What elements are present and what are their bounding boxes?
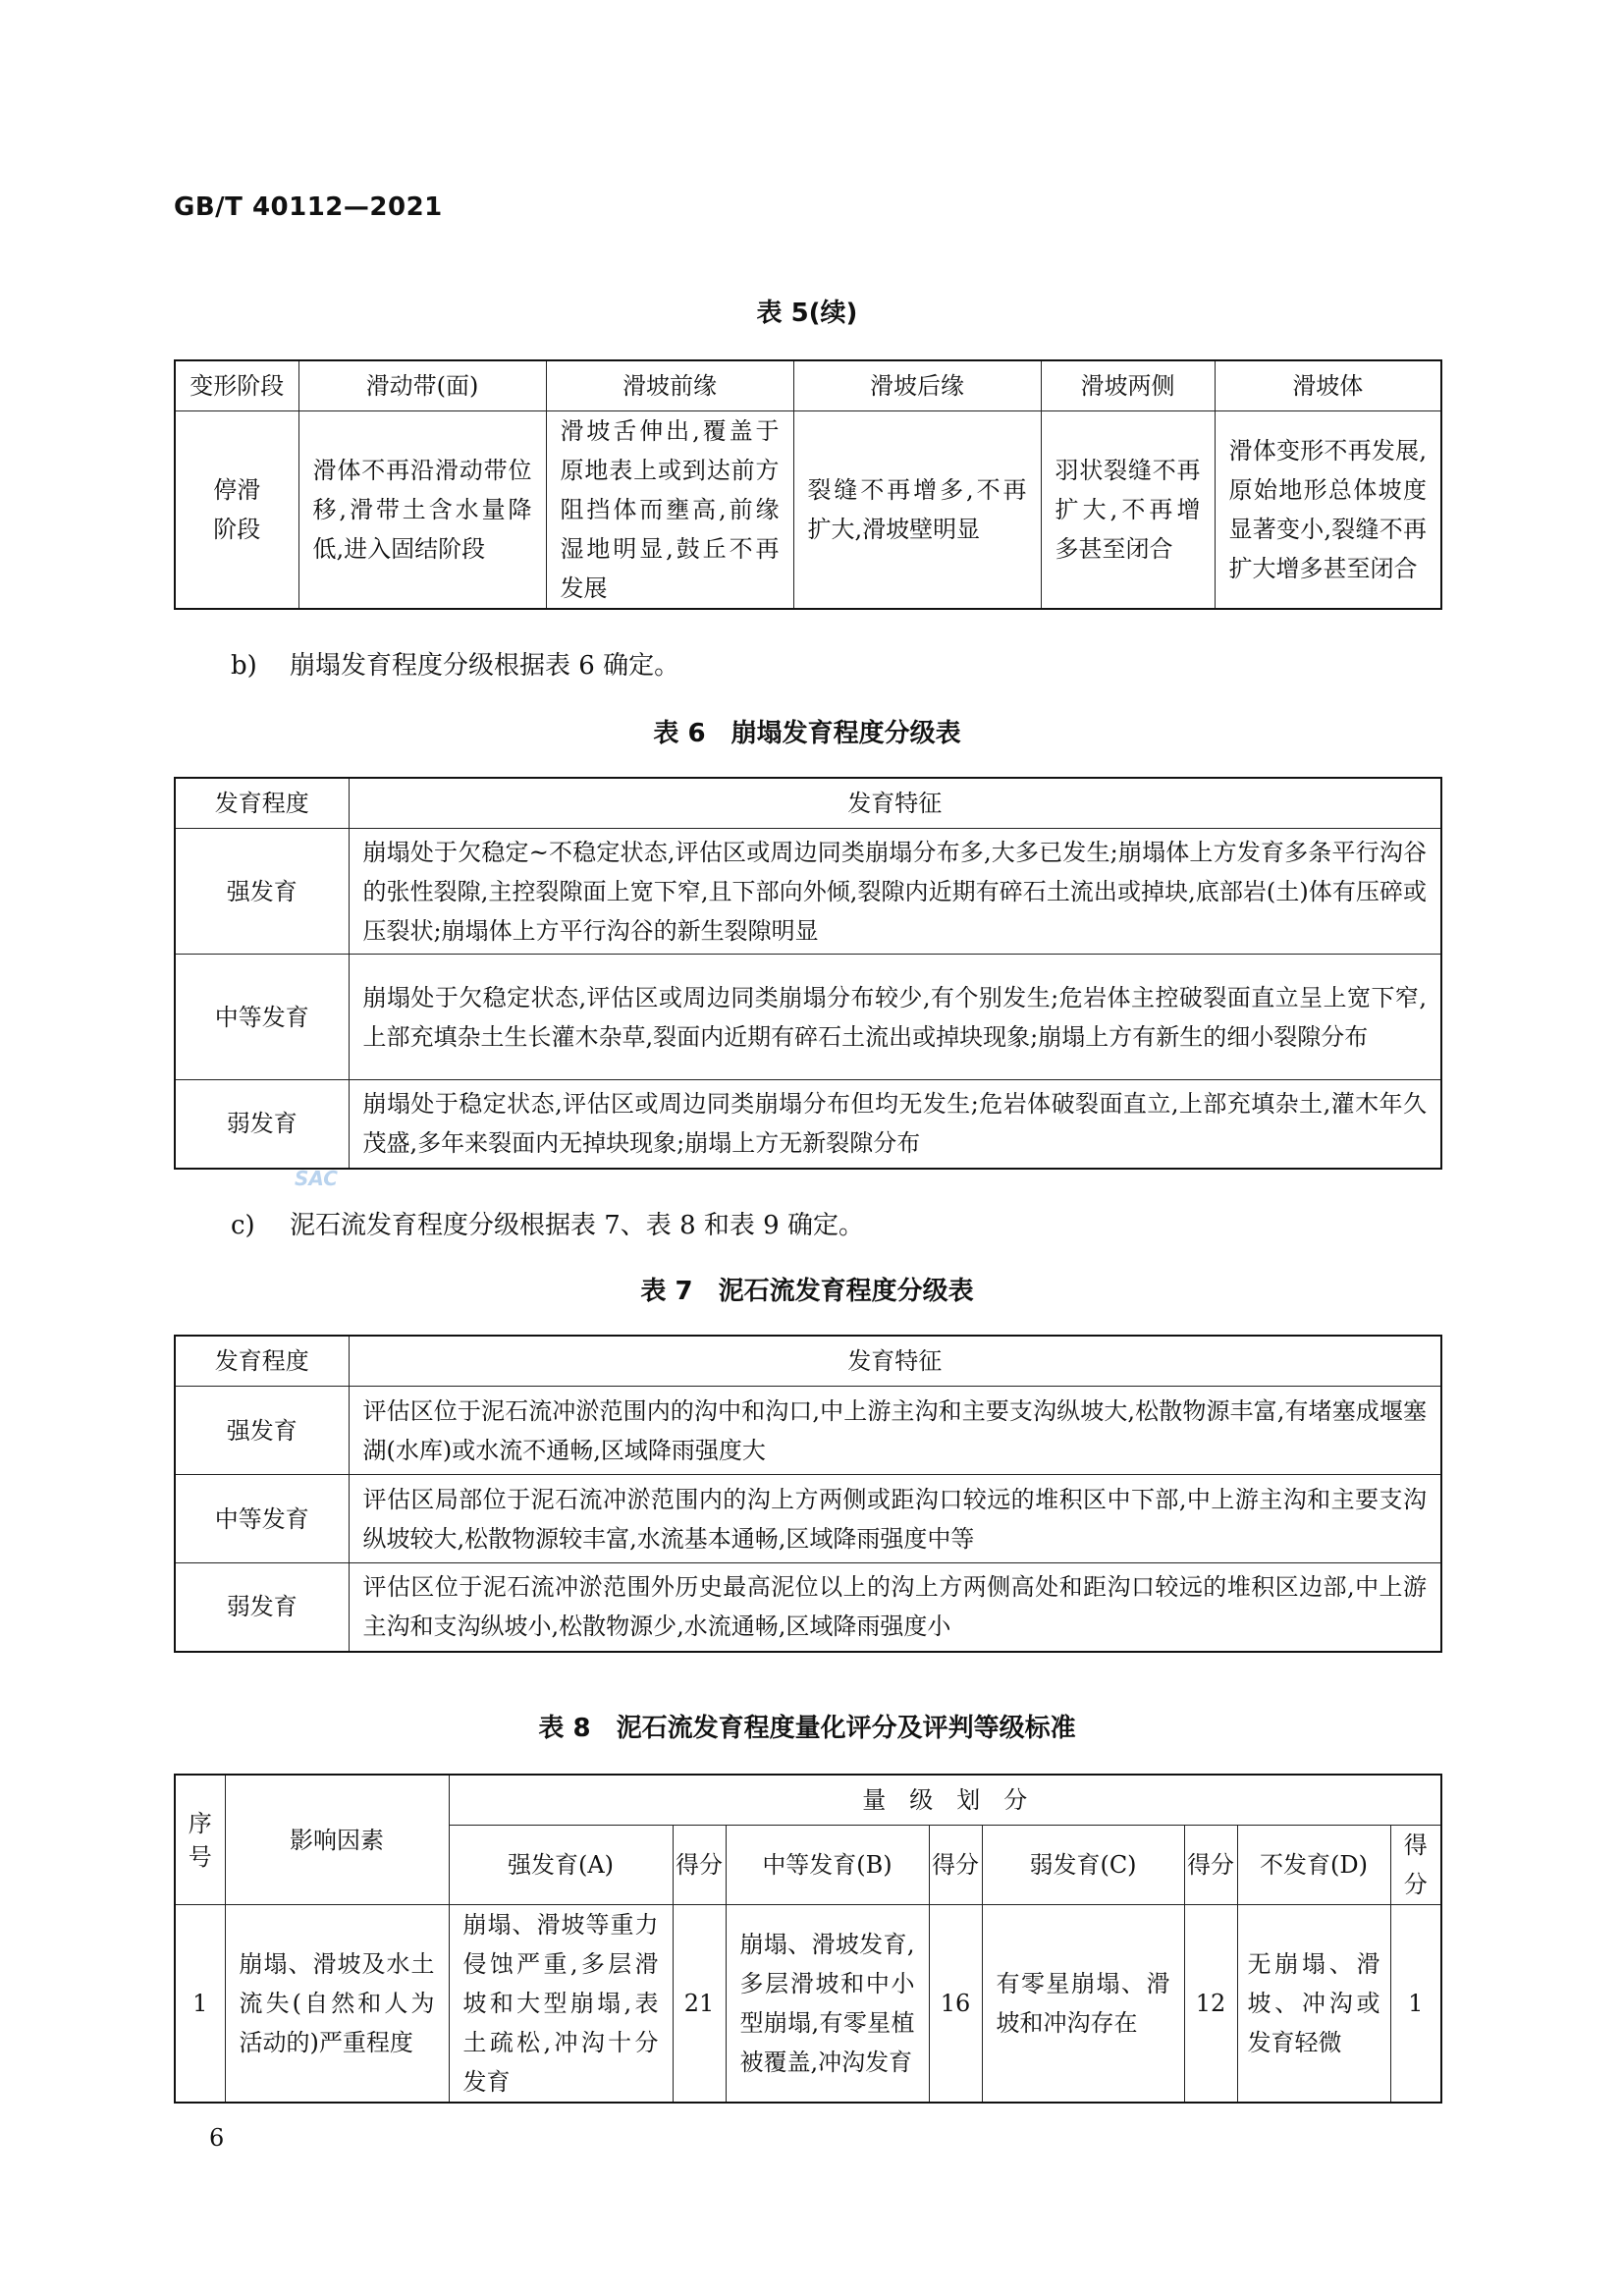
header-cell: 发育特征 [349, 1336, 1441, 1387]
header-cell: 滑坡后缘 [793, 360, 1041, 411]
level-cell: 弱发育 [175, 1563, 349, 1652]
table-header-row [175, 1775, 1441, 1826]
score-cell: 1 [1390, 1905, 1441, 2104]
table-cell: 有零星崩塌、滑坡和冲沟存在 [982, 1905, 1184, 2104]
table-row [175, 955, 1441, 1080]
description-cell: 崩塌处于稳定状态,评估区或周边同类崩塌分布但均无发生;危岩体破裂面直立,上部充填杂土,灌木年久茂盛,多年来裂面内无掉块现象;崩塌上方无新裂隙分布 [349, 1080, 1441, 1169]
table-header-row [175, 1336, 1441, 1387]
table-cell: 滑坡舌伸出,覆盖于原地表上或到达前方阻挡体而壅高,前缘湿地明显,鼓丘不再发展 [546, 411, 793, 610]
score-cell: 21 [673, 1905, 726, 2104]
header-cell: 得分 [1390, 1826, 1441, 1905]
level-cell: 中等发育 [175, 955, 349, 1080]
header-cell: 发育程度 [175, 778, 349, 829]
header-cell: 得分 [929, 1826, 982, 1905]
table-cell: 裂缝不再增多,不再扩大,滑坡壁明显 [793, 411, 1041, 610]
list-label: c) [231, 1211, 255, 1240]
header-cell: 滑坡前缘 [546, 360, 793, 411]
score-cell: 16 [929, 1905, 982, 2104]
header-cell: 滑坡两侧 [1041, 360, 1215, 411]
table-row [175, 1905, 1441, 2104]
table-cell: 滑体变形不再发展,原始地形总体坡度显著变小,裂缝不再扩大增多甚至闭合 [1215, 411, 1441, 610]
level-cell: 强发育 [175, 829, 349, 955]
description-cell: 评估区位于泥石流冲淤范围内的沟中和沟口,中上游主沟和主要支沟纵坡大,松散物源丰富,有堵塞成堰塞湖(水库)或水流不通畅,区域降雨强度大 [349, 1387, 1441, 1475]
table8-caption: 表 8 泥石流发育程度量化评分及评判等级标准 [538, 1714, 1076, 1743]
paragraph-c [231, 1205, 864, 1241]
header-cell: 强发育(A) [449, 1826, 673, 1905]
factor-cell: 崩塌、滑坡及水土流失(自然和人为活动的)严重程度 [225, 1905, 449, 2104]
description-cell: 评估区局部位于泥石流冲淤范围内的沟上方两侧或距沟口较远的堆积区中下部,中上游主沟和主要支沟纵坡较大,松散物源较丰富,水流基本通畅,区域降雨强度中等 [349, 1475, 1441, 1563]
paragraph-text: 崩塌发育程度分级根据表 6 确定。 [290, 651, 680, 681]
level-cell: 中等发育 [175, 1475, 349, 1563]
header-cell: 影响因素 [225, 1775, 449, 1905]
watermark-logo: SAC [295, 1167, 338, 1190]
table-cell: 崩塌、滑坡发育,多层滑坡和中小型崩塌,有零星植被覆盖,冲沟发育 [726, 1905, 929, 2104]
table7-caption: 表 7 泥石流发育程度分级表 [640, 1277, 974, 1306]
header-cell: 不发育(D) [1237, 1826, 1390, 1905]
table-row [175, 1080, 1441, 1169]
table-cell: 滑体不再沿滑动带位移,滑带土含水量降低,进入固结阶段 [298, 411, 546, 610]
table-row [175, 1387, 1441, 1475]
level-cell: 弱发育 [175, 1080, 349, 1169]
seq-cell: 1 [175, 1905, 225, 2104]
header-cell: 中等发育(B) [726, 1826, 929, 1905]
table-header-row [175, 360, 1441, 411]
description-cell: 评估区位于泥石流冲淤范围外历史最高泥位以上的沟上方两侧高处和距沟口较远的堆积区边部,中上游主沟和支沟纵坡小,松散物源少,水流通畅,区域降雨强度小 [349, 1563, 1441, 1652]
header-cell: 量 级 划 分 [449, 1775, 1441, 1826]
table5-caption: 表 5(续) [756, 299, 858, 328]
score-cell: 12 [1184, 1905, 1237, 2104]
table5-continued [174, 359, 1442, 610]
header-cell: 得分 [673, 1826, 726, 1905]
table6 [174, 777, 1442, 1170]
table7 [174, 1335, 1442, 1653]
level-cell: 强发育 [175, 1387, 349, 1475]
header-cell: 弱发育(C) [982, 1826, 1184, 1905]
table8 [174, 1774, 1442, 2104]
header-cell: 得分 [1184, 1826, 1237, 1905]
stage-cell: 停滑阶段 [175, 411, 298, 610]
table-cell: 崩塌、滑坡等重力侵蚀严重,多层滑坡和大型崩塌,表土疏松,冲沟十分发育 [449, 1905, 673, 2104]
table-cell: 羽状裂缝不再扩大,不再增多甚至闭合 [1041, 411, 1215, 610]
header-cell: 滑动带(面) [298, 360, 546, 411]
header-cell: 序号 [175, 1775, 225, 1905]
description-cell: 崩塌处于欠稳定状态,评估区或周边同类崩塌分布较少,有个别发生;危岩体主控破裂面直立呈上宽下窄,上部充填杂土生长灌木杂草,裂面内近期有碎石土流出或掉块现象;崩塌上方有新生的细小裂隙分布 [349, 955, 1441, 1080]
list-label: b) [231, 651, 257, 681]
table-row [175, 829, 1441, 955]
paragraph-text: 泥石流发育程度分级根据表 7、表 8 和表 9 确定。 [290, 1211, 864, 1240]
header-cell: 发育特征 [349, 778, 1441, 829]
header-cell: 发育程度 [175, 1336, 349, 1387]
table-row [175, 1563, 1441, 1652]
paragraph-b [231, 645, 679, 682]
table-row [175, 411, 1441, 610]
table-header-row [175, 778, 1441, 829]
table-cell: 无崩塌、滑坡、冲沟或发育轻微 [1237, 1905, 1390, 2104]
page-number: 6 [209, 2124, 225, 2152]
table6-caption: 表 6 崩塌发育程度分级表 [653, 719, 961, 748]
header-cell: 滑坡体 [1215, 360, 1441, 411]
description-cell: 崩塌处于欠稳定~不稳定状态,评估区或周边同类崩塌分布多,大多已发生;崩塌体上方发育多条平行沟谷的张性裂隙,主控裂隙面上宽下窄,且下部向外倾,裂隙内近期有碎石土流出或掉块,底部岩(土)体有压碎或压裂状;崩塌体上方平行沟谷的新生裂隙明显 [349, 829, 1441, 955]
table-row [175, 1475, 1441, 1563]
header-cell: 变形阶段 [175, 360, 298, 411]
document-code: GB/T 40112—2021 [174, 192, 443, 222]
